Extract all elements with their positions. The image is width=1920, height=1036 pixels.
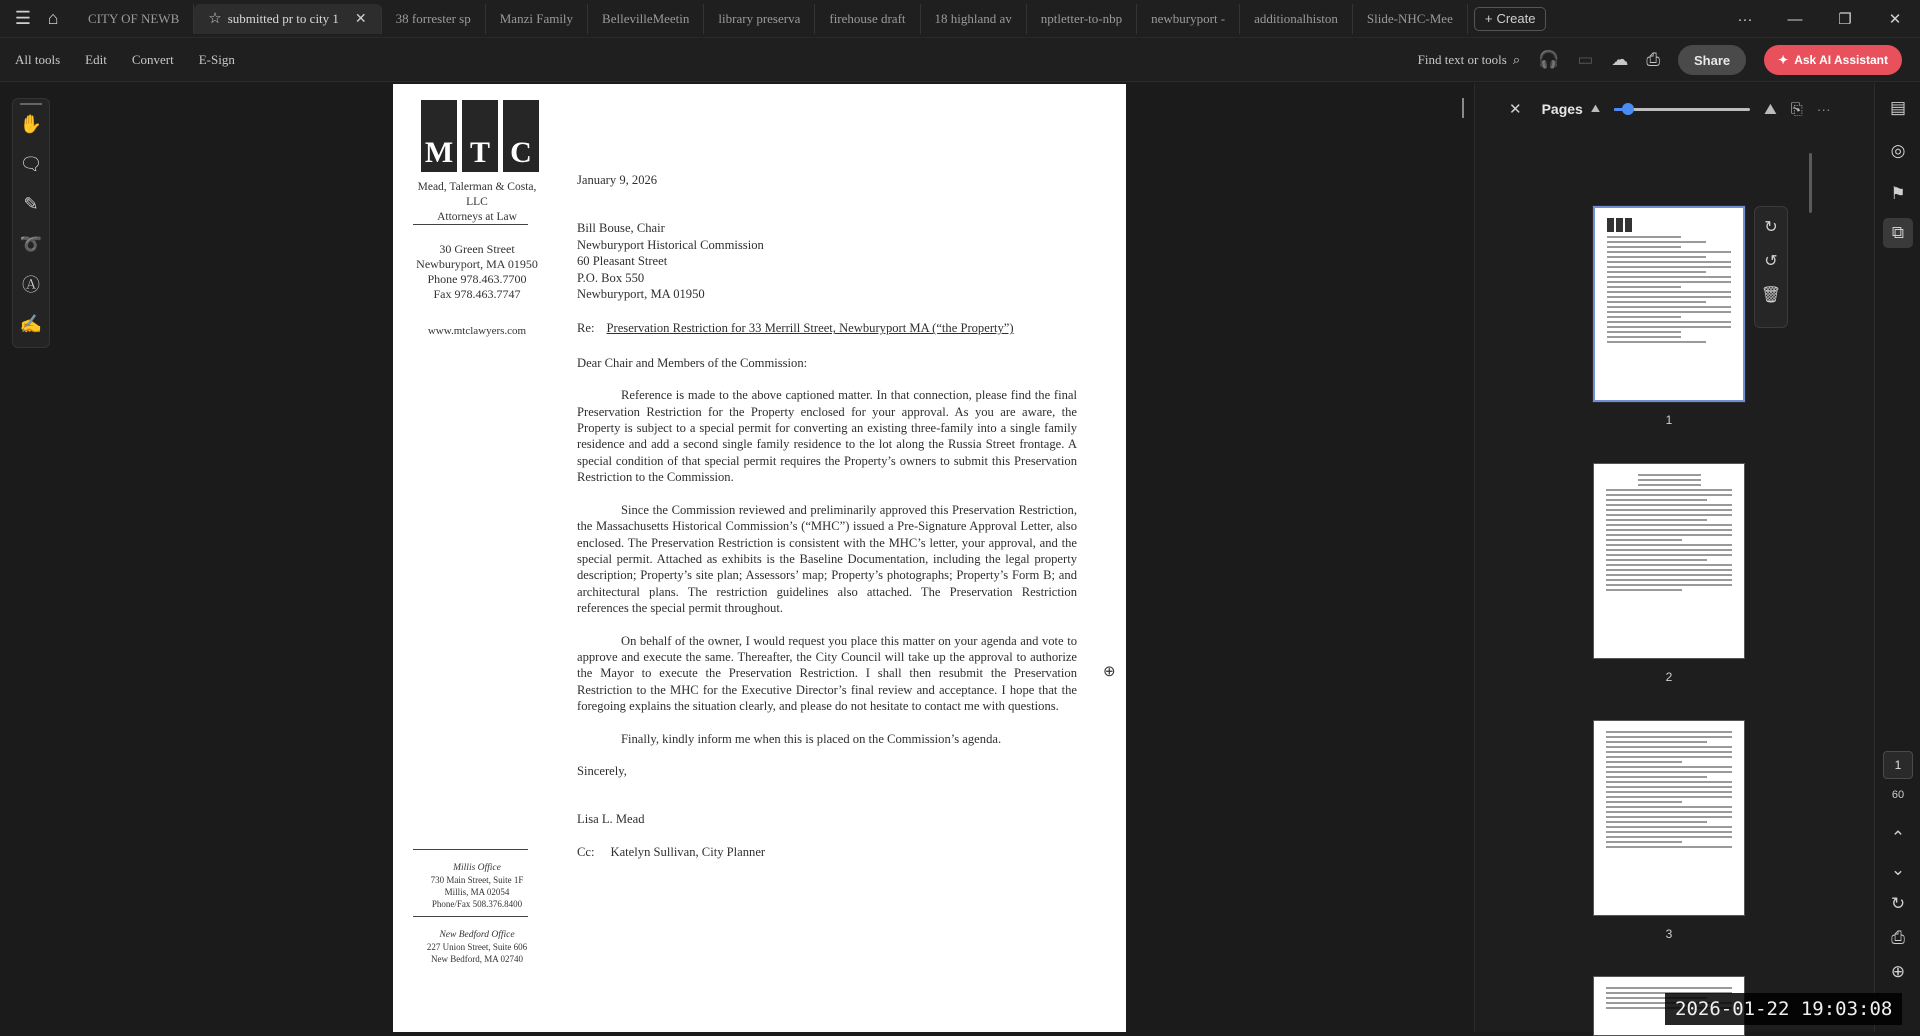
firm-subtitle: Attorneys at Law [437, 211, 517, 223]
firm-website: www.mtclawyers.com [427, 325, 527, 337]
closing: Sincerely, [577, 763, 627, 778]
zoom-cursor-icon: ⊕ [1103, 663, 1116, 680]
ai-icon: ✦ [1778, 53, 1789, 67]
logo-letter: M [421, 100, 457, 172]
tab-slide-nhc[interactable] [1353, 4, 1468, 34]
right-rail [1874, 83, 1920, 1032]
address-line: Fax 978.463.7747 [433, 287, 521, 301]
letter-date: January 9, 2026 [577, 173, 658, 187]
zoom-in-icon[interactable]: ⊕ [1890, 962, 1906, 981]
pages-scrollbar[interactable] [1809, 153, 1812, 213]
office-line: Millis, MA 02054 [444, 887, 510, 897]
menu-edit[interactable]: Edit [85, 51, 107, 67]
office-line: New Bedford, MA 02740 [431, 954, 523, 964]
plus-icon: + [1484, 11, 1493, 26]
recipient-line: Newburyport Historical Commission [577, 237, 764, 252]
highlight-pen-icon[interactable]: ✎ [23, 193, 39, 214]
ai-label: Ask AI Assistant [1794, 53, 1888, 67]
tab-firehouse-draft[interactable] [815, 4, 920, 34]
tab-belleville-meetin[interactable] [588, 4, 704, 34]
document-tabs [74, 0, 1546, 38]
office-rule [413, 849, 528, 850]
rail-handle[interactable] [20, 103, 42, 105]
recipient-line: Newburyport, MA 01950 [577, 287, 705, 302]
re-label: Re: [577, 321, 595, 336]
thumbnail-size-slider[interactable] [1614, 108, 1750, 111]
office-line: 730 Main Street, Suite 1F [430, 875, 524, 885]
zoom-in-thumbnails-icon[interactable]: ⛰ [1764, 100, 1777, 118]
cc-line [577, 844, 1077, 860]
address-line: Phone 978.463.7700 [427, 272, 527, 286]
tab-label: library preserva [718, 10, 801, 26]
home-icon[interactable]: ⌂ [47, 8, 59, 28]
close-tab-icon[interactable]: ✕ [354, 10, 367, 26]
text-select-icon[interactable]: Ⓐ [22, 275, 40, 295]
re-subject: Preservation Restriction for 33 Merrill Street, Newburyport MA (“the Property”) [606, 321, 1014, 336]
signer-name: Lisa L. Mead [577, 812, 645, 827]
menu-all-tools[interactable]: All tools [15, 51, 61, 67]
firm-name-line: Mead, Talerman & Costa, LLC [417, 181, 537, 208]
print-icon[interactable]: ⎙ [1646, 50, 1660, 69]
create-label: Create [1496, 11, 1536, 26]
find-label: Find text or tools [1417, 52, 1507, 67]
more-options-icon[interactable]: ··· [1737, 10, 1753, 28]
document-page[interactable] [393, 84, 1126, 1032]
save-icon[interactable]: ▭ [1577, 50, 1594, 69]
salutation: Dear Chair and Members of the Commission: [577, 355, 808, 370]
draw-lasso-icon[interactable]: ➰ [19, 233, 43, 254]
hand-tool-icon[interactable]: ✋ [19, 113, 43, 134]
sign-icon[interactable]: ✍ [19, 313, 43, 334]
search-icon: ⌕ [1512, 52, 1521, 67]
top-toolbar [0, 38, 1920, 82]
minimize-icon[interactable]: — [1787, 10, 1803, 28]
pages-panel-header [1475, 83, 1875, 135]
window-controls [1720, 0, 1920, 38]
rotate-counterclockwise-icon[interactable]: ↺ [1764, 253, 1778, 270]
recipient-line: Bill Bouse, Chair [577, 221, 665, 236]
ai-summary-icon[interactable]: ▤ [1889, 98, 1907, 117]
find-text-tools[interactable] [1418, 52, 1520, 68]
recipient-block [577, 220, 1077, 302]
tab-bar [0, 0, 1920, 38]
tab-label: nptletter-to-nbp [1040, 10, 1123, 26]
pages-panel [1474, 83, 1874, 1032]
tab-label: BellevilleMeetin [602, 10, 690, 26]
tab-label: CITY OF NEWB [88, 10, 180, 26]
chevron-up-icon[interactable]: ⌃ [1890, 828, 1906, 847]
recipient-line: 60 Pleasant Street [577, 254, 668, 269]
address-line: Newburyport, MA 01950 [416, 257, 538, 271]
letterhead-rule [413, 224, 528, 225]
thumbnail-number: 3 [1665, 927, 1673, 941]
tab-nptletter[interactable] [1027, 4, 1137, 34]
thumbnail-number: 1 [1665, 413, 1673, 427]
re-line [577, 320, 1077, 336]
page-thumbnail[interactable] [1593, 463, 1745, 659]
firm-address [407, 242, 547, 302]
cc-name: Katelyn Sullivan, City Planner [610, 844, 766, 859]
slider-knob[interactable] [1622, 103, 1634, 115]
ai-assistant-button[interactable] [1764, 45, 1902, 75]
letter-paragraph: Since the Commission reviewed and preliminarily approved this Preservation Restriction, the Massachusetts Historical Commission’s (“MHC”) issued a Pre-Signature Approval Letter, also enclosed. The Preservation Restriction is consistent with the MHC’s letter, your approval, and the special permit. Attached as exhibits is the Baseline Documentation, including the legal property description; Property’s site plan; Assessors’ map; Property’s photographs; Property’s Form B; and architectural plans. The restriction guidelines also attached. The Preservation Restriction references the special permit throughout. [577, 502, 1077, 616]
office-name: Millis Office [453, 863, 501, 873]
tab-label: 18 highland av [934, 10, 1012, 26]
more-options-icon[interactable]: ··· [1816, 101, 1831, 117]
tab-manzi-family[interactable] [486, 4, 588, 34]
left-tool-rail [12, 98, 50, 348]
pages-title: Pages [1541, 101, 1583, 117]
firm-name [407, 180, 547, 225]
page-count: 60 [1891, 789, 1905, 801]
page-thumbnail[interactable] [1593, 206, 1745, 402]
toolbar-right [1418, 38, 1902, 82]
tab-library-preserva[interactable] [704, 4, 815, 34]
read-aloud-icon[interactable]: 🎧 [1538, 50, 1560, 69]
tab-label: Slide-NHC-Mee [1366, 10, 1453, 26]
office-line: 227 Union Street, Suite 606 [426, 942, 528, 952]
tab-additionalhiston[interactable] [1240, 4, 1353, 34]
tab-newburyport[interactable] [1137, 4, 1240, 34]
chevron-down-icon[interactable]: ⌄ [1890, 860, 1906, 879]
thumbnail-tools [1754, 206, 1788, 328]
thumbnail-number: 2 [1665, 670, 1673, 684]
letter-body [577, 172, 1077, 876]
logo-letter: T [462, 100, 498, 172]
tab-label: 38 forrester sp [395, 10, 471, 26]
office-line: Phone/Fax 508.376.8400 [431, 899, 523, 909]
timestamp-overlay: 2026-01-22 19:03:08 [1665, 993, 1902, 1025]
tab-submitted-pr[interactable] [194, 4, 381, 34]
tab-label: submitted pr to city 1 [227, 10, 339, 26]
current-page-input[interactable]: 1 [1883, 751, 1913, 779]
tab-label: additionalhiston [1254, 10, 1338, 26]
firm-logo [421, 100, 539, 172]
comment-icon[interactable]: 🗨 [19, 153, 43, 174]
page-fit-icon[interactable]: ⎙ [1891, 928, 1905, 947]
tab-label: newburyport - [1151, 10, 1226, 26]
comments-icon[interactable]: ◎ [1890, 141, 1906, 160]
insert-page-icon[interactable]: ⎘ [1790, 100, 1803, 118]
new-bedford-office [407, 929, 547, 965]
upload-cloud-icon[interactable]: ☁ [1611, 50, 1629, 69]
share-label: Share [1693, 52, 1731, 68]
logo-letter: C [503, 100, 539, 172]
star-icon[interactable]: ☆ [208, 11, 222, 27]
millis-office [407, 862, 547, 910]
tab-label: firehouse draft [829, 10, 906, 26]
address-line: 30 Green Street [439, 242, 515, 256]
rotate-clockwise-icon[interactable]: ↻ [1764, 219, 1778, 236]
refresh-icon[interactable]: ↻ [1890, 894, 1906, 913]
cc-label: Cc: [577, 844, 595, 859]
create-button[interactable] [1474, 7, 1547, 31]
delete-page-icon[interactable]: 🗑 [1760, 287, 1782, 304]
office-rule [413, 916, 528, 917]
tab-38-forrester[interactable] [382, 4, 486, 34]
hamburger-menu-icon[interactable]: ☰ [14, 8, 32, 28]
tab-city-of-newb[interactable] [74, 4, 194, 34]
maximize-icon[interactable]: ❐ [1838, 11, 1852, 28]
recipient-line: P.O. Box 550 [577, 270, 645, 285]
document-scrollbar[interactable] [1462, 98, 1464, 118]
share-button[interactable] [1678, 45, 1746, 75]
bookmarks-icon[interactable]: ⚑ [1890, 184, 1906, 203]
zoom-out-thumbnails-icon[interactable]: ⛰ [1590, 102, 1601, 115]
menu-convert[interactable]: Convert [131, 51, 174, 67]
close-panel-icon[interactable]: ✕ [1509, 101, 1522, 118]
letter-paragraph: On behalf of the owner, I would request you place this matter on your agenda and vote to approve and execute the same. Thereafter, the City Council will take up the approval to authorize the Mayor to execute the Preservation Restriction. I shall then resubmit the Preservation Restriction to the MHC for the Executive Director’s final review and acceptance. I hope that the foregoing explains the situation clearly, and please do not hesitate to contact me with questions. [577, 633, 1077, 714]
letter-paragraph: Reference is made to the above captioned matter. In that connection, please find the final Preservation Restriction for the Property enclosed for your approval. As you are aware, the Property is subject to a special permit for converting an existing three-family into a single family residence and add a second single family residence to the lot along the Russia Street frontage. A special condition of that special permit requires the Property’s owners to submit this Preservation Restriction to the Commission. [577, 388, 1077, 485]
letter-paragraph: Finally, kindly inform me when this is placed on the Commission’s agenda. [621, 731, 1002, 746]
menu-e-sign[interactable]: E-Sign [198, 51, 235, 67]
pages-icon[interactable]: ⧉ [1883, 218, 1913, 248]
thumb-logo [1607, 218, 1731, 232]
tab-label: Manzi Family [499, 10, 574, 26]
page-thumbnail[interactable] [1593, 720, 1745, 916]
close-window-icon[interactable]: ✕ [1888, 11, 1902, 28]
office-name: New Bedford Office [439, 930, 515, 940]
tab-18-highland[interactable] [921, 4, 1027, 34]
